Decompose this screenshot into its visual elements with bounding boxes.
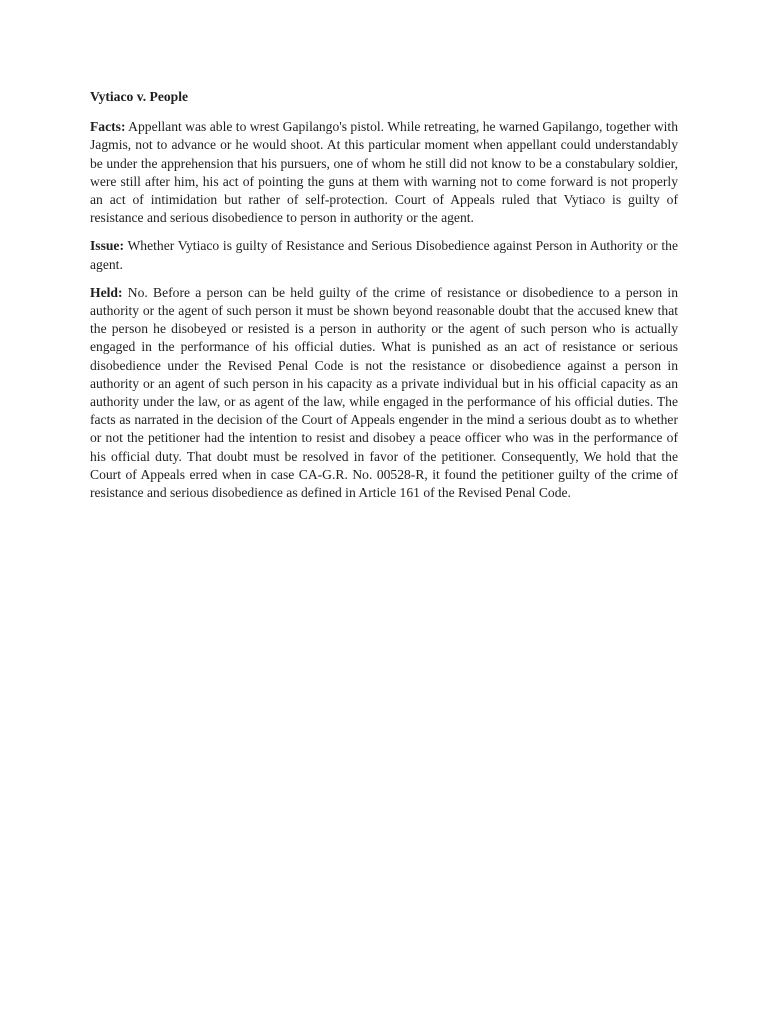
- document-title: Vytiaco v. People: [90, 89, 189, 104]
- facts-text: Appellant was able to wrest Gapilango's pistol. While retreating, he warned Gapilango, together with Jagmis, not to advance or he would shoot. At this particular moment when appellant could understandably be under the apprehension that his pursuers, one of whom he still did not know to be a constabulary soldier, were still after him, his act of pointing the guns at them with warning not to come forward is not properly an act of intimidation but rather of self-protection. Court of Appeals ruled that Vytiaco is guilty of resistance and serious disobedience to person in authority or the agent.: [90, 119, 678, 226]
- facts-paragraph: [90, 118, 678, 227]
- issue-paragraph: [90, 237, 678, 273]
- facts-label: Facts:: [90, 119, 126, 135]
- issue-text: Whether Vytiaco is guilty of Resistance and Serious Disobedience against Person in Authority or the agent.: [90, 238, 678, 272]
- document-page: [90, 88, 678, 512]
- issue-label: Issue:: [90, 238, 124, 254]
- held-label: Held:: [90, 284, 123, 300]
- held-text: No. Before a person can be held guilty of the crime of resistance or disobedience to a person in authority or the agent of such person it must be shown beyond reasonable doubt that the accused knew that the person he disobeyed or resisted is a person in authority or the agent of such person who is actually engaged in the performance of his official duties. What is punished as an act of resistance or serious disobedience under the Revised Penal Code is not the resistance or disobedience against a person in authority or an agent of such person in his capacity as a private individual but in his official capacity as an authority under the law, or as agent of the law, while engaged in the performance of his official duties. The facts as narrated in the decision of the Court of Appeals engender in the mind a serious doubt as to whether or not the petitioner had the intention to resist and disobey a peace officer who was in the performance of his official duty. That doubt must be resolved in favor of the petitioner. Consequently, We hold that the Court of Appeals erred when in case CA-G.R. No. 00528-R, it found the petitioner guilty of the crime of resistance and serious disobedience as defined in Article 161 of the Revised Penal Code.: [90, 284, 678, 501]
- held-paragraph: [90, 284, 678, 502]
